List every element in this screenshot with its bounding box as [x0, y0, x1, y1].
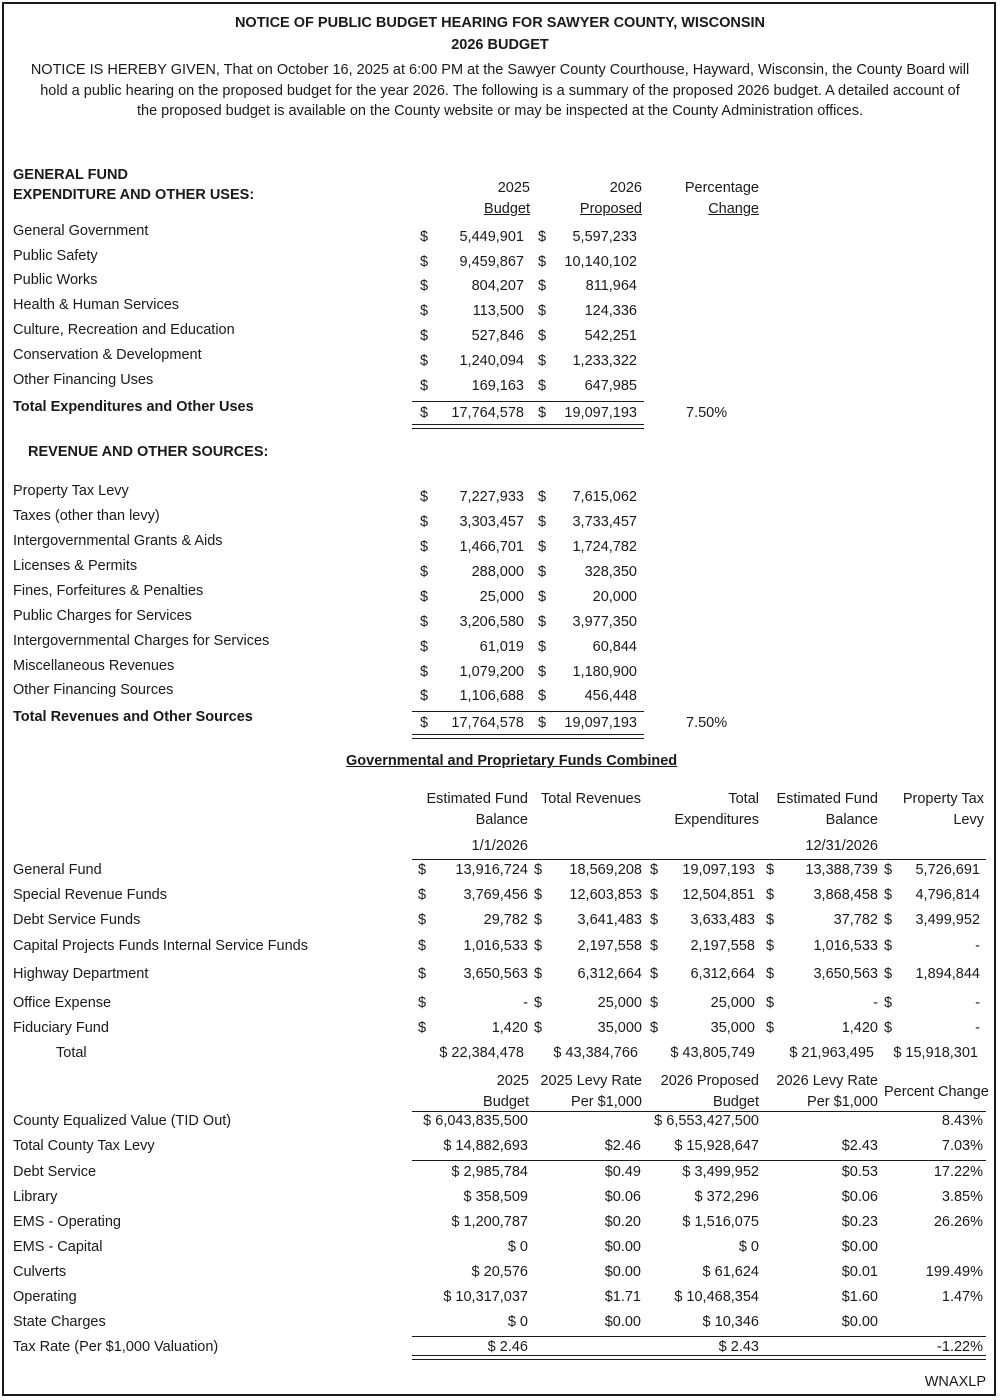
currency-symbol: $ [538, 303, 547, 319]
value-2025: 25,000 [479, 589, 524, 605]
budget-year-title: 2026 BUDGET [451, 37, 549, 53]
fund-value: - [975, 1020, 980, 1036]
line-item-label: Other Financing Sources [13, 682, 174, 698]
currency-symbol: $ [534, 966, 543, 982]
general-fund-heading: GENERAL FUND [13, 167, 128, 183]
currency-symbol: $ [538, 564, 547, 580]
currency-symbol: $ [420, 278, 429, 294]
fund-label: Debt Service Funds [13, 912, 141, 928]
column-header: Property Tax [902, 791, 984, 807]
value-2026: 811,964 [585, 278, 637, 294]
levy-value: $ 15,928,647 [674, 1138, 759, 1154]
levy-value: $ 2,985,784 [451, 1164, 528, 1180]
value-2025: 61,019 [479, 639, 524, 655]
levy-value: $0.53 [841, 1164, 878, 1180]
column-header: Balance [475, 812, 528, 828]
section-rule [412, 1160, 986, 1161]
levy-value: $ 6,553,427,500 [654, 1113, 759, 1129]
currency-symbol: $ [534, 938, 543, 954]
currency-symbol: $ [420, 489, 429, 505]
currency-symbol: $ [766, 912, 775, 928]
total-double-rule [412, 734, 644, 739]
levy-row-label: EMS - Capital [13, 1239, 103, 1255]
col-2025-label: Budget [484, 201, 530, 217]
line-item-label: Intergovernmental Charges for Services [13, 633, 270, 649]
levy-value: $ 3,499,952 [682, 1164, 759, 1180]
fund-value: 1,016,533 [813, 938, 878, 954]
line-item-label: Public Works [13, 272, 98, 288]
currency-symbol: $ [884, 1020, 893, 1036]
levy-row-label: Debt Service [13, 1164, 97, 1180]
subtotal-rule [412, 711, 644, 712]
value-2026: 1,180,900 [572, 664, 637, 680]
column-header: Balance [825, 812, 878, 828]
currency-symbol: $ [538, 328, 547, 344]
levy-value: $ 0 [507, 1239, 528, 1255]
levy-row-label: Tax Rate (Per $1,000 Valuation) [13, 1339, 219, 1355]
currency-symbol: $ [884, 938, 893, 954]
currency-symbol: $ [534, 995, 543, 1011]
line-item-label: Conservation & Development [13, 347, 202, 363]
column-header: Budget [483, 1094, 529, 1110]
levy-value: $ 10,317,037 [443, 1289, 528, 1305]
line-item-label: Taxes (other than levy) [13, 508, 160, 524]
column-header: Per $1,000 [807, 1094, 878, 1110]
levy-value: $ 1,200,787 [451, 1214, 528, 1230]
levy-value: $ 1,516,075 [682, 1214, 759, 1230]
fund-value: 1,894,844 [915, 966, 980, 982]
currency-symbol: $ [534, 862, 543, 878]
levy-value: $ 14,882,693 [443, 1138, 528, 1154]
levy-value: $ 0 [507, 1314, 528, 1330]
subtotal-rule [412, 401, 644, 402]
line-item-label: General Government [13, 223, 149, 239]
fund-value: 3,499,952 [915, 912, 980, 928]
fund-value: 12,603,853 [569, 887, 642, 903]
currency-symbol: $ [650, 912, 659, 928]
fund-value: 1,420 [491, 1020, 528, 1036]
levy-value: -1.22% [937, 1339, 983, 1355]
currency-symbol: $ [538, 589, 547, 605]
currency-symbol: $ [420, 303, 429, 319]
column-header: 2026 Proposed [660, 1073, 759, 1089]
currency-symbol: $ [420, 539, 429, 555]
currency-symbol: $ [420, 514, 429, 530]
line-item-label: Intergovernmental Grants & Aids [13, 533, 223, 549]
currency-symbol: $ [538, 539, 547, 555]
percent-change: 7.50% [686, 405, 728, 421]
column-header: Percent Change [884, 1084, 989, 1100]
currency-symbol: $ [538, 254, 547, 270]
value-2025: 1,466,701 [459, 539, 524, 555]
value-2025: 1,079,200 [459, 664, 524, 680]
fund-value: - [975, 938, 980, 954]
col-2026-year: 2026 [609, 180, 642, 196]
fund-value: 3,868,458 [813, 887, 878, 903]
levy-value: $0.00 [604, 1314, 641, 1330]
publication-code: WNAXLP [924, 1374, 986, 1390]
fund-value: 35,000 [710, 1020, 755, 1036]
fund-value: 25,000 [710, 995, 755, 1011]
value-2026: 1,233,322 [572, 353, 637, 369]
value-2026: 10,140,102 [564, 254, 637, 270]
value-2026: 5,597,233 [572, 229, 637, 245]
fund-value: 3,650,563 [813, 966, 878, 982]
currency-symbol: $ [420, 353, 429, 369]
line-item-label: Total Revenues and Other Sources [13, 709, 253, 725]
table-header-rule [412, 1111, 986, 1112]
value-2025: 804,207 [471, 278, 524, 294]
value-2026: 60,844 [592, 639, 637, 655]
levy-value: $ 10,468,354 [674, 1289, 759, 1305]
levy-value: $ 20,576 [471, 1264, 528, 1280]
levy-value: 1.47% [941, 1289, 983, 1305]
value-2026: 3,977,350 [572, 614, 637, 630]
levy-value: $0.23 [841, 1214, 878, 1230]
fund-total-value: $ 15,918,301 [893, 1045, 978, 1061]
line-item-label: Health & Human Services [13, 297, 180, 313]
value-2025: 3,303,457 [459, 514, 524, 530]
currency-symbol: $ [420, 378, 429, 394]
line-item-label: Public Charges for Services [13, 608, 192, 624]
value-2025: 1,106,688 [459, 688, 524, 704]
levy-value: $0.01 [841, 1264, 878, 1280]
currency-symbol: $ [766, 995, 775, 1011]
value-2025: 17,764,578 [451, 715, 524, 731]
currency-symbol: $ [418, 912, 427, 928]
expenditure-heading: EXPENDITURE AND OTHER USES: [13, 187, 255, 203]
currency-symbol: $ [884, 995, 893, 1011]
value-2026: 19,097,193 [564, 405, 637, 421]
currency-symbol: $ [418, 862, 427, 878]
line-item-label: Total Expenditures and Other Uses [13, 399, 254, 415]
line-item-label: Public Safety [13, 248, 98, 264]
col-percentage-label: Percentage [684, 180, 759, 196]
col-2026-label: Proposed [579, 201, 642, 217]
value-2026: 647,985 [584, 378, 637, 394]
fund-label: Special Revenue Funds [13, 887, 167, 903]
currency-symbol: $ [884, 887, 893, 903]
fund-value: 29,782 [483, 912, 528, 928]
value-2026: 124,336 [584, 303, 637, 319]
currency-symbol: $ [420, 639, 429, 655]
fund-value: 19,097,193 [682, 862, 755, 878]
levy-value: $ 61,624 [702, 1264, 759, 1280]
currency-symbol: $ [418, 995, 427, 1011]
column-header: Per $1,000 [571, 1094, 642, 1110]
levy-value: $ 6,043,835,500 [423, 1113, 528, 1129]
levy-value: $0.20 [604, 1214, 641, 1230]
currency-symbol: $ [766, 1020, 775, 1036]
fund-value: 13,916,724 [455, 862, 528, 878]
levy-value: 8.43% [941, 1113, 983, 1129]
fund-value: 25,000 [597, 995, 642, 1011]
currency-symbol: $ [766, 887, 775, 903]
line-item-label: Property Tax Levy [13, 483, 129, 499]
fund-total-value: $ 43,384,766 [553, 1045, 638, 1061]
levy-value: $ 2.46 [487, 1339, 528, 1355]
levy-value: $ 0 [738, 1239, 759, 1255]
fund-value: - [975, 995, 980, 1011]
levy-row-label: Library [13, 1189, 58, 1205]
funds-combined-heading: Governmental and Proprietary Funds Combined [346, 753, 678, 769]
value-2025: 113,500 [472, 303, 524, 319]
currency-symbol: $ [538, 639, 547, 655]
currency-symbol: $ [418, 1020, 427, 1036]
line-item-label: Culture, Recreation and Education [13, 322, 235, 338]
currency-symbol: $ [884, 862, 893, 878]
levy-row-label: Culverts [13, 1264, 67, 1280]
fund-value: - [873, 995, 878, 1011]
column-header: Total [728, 791, 759, 807]
levy-value: 199.49% [925, 1264, 983, 1280]
currency-symbol: $ [420, 229, 429, 245]
fund-value: 1,016,533 [463, 938, 528, 954]
currency-symbol: $ [538, 278, 547, 294]
currency-symbol: $ [420, 715, 429, 731]
levy-row-label: Operating [13, 1289, 77, 1305]
line-item-label: Licenses & Permits [13, 558, 138, 574]
line-item-label: Fines, Forfeitures & Penalties [13, 583, 204, 599]
fund-value: 5,726,691 [915, 862, 980, 878]
col-change-label: Change [708, 201, 759, 217]
currency-symbol: $ [534, 887, 543, 903]
currency-symbol: $ [418, 887, 427, 903]
value-2025: 5,449,901 [459, 229, 524, 245]
levy-value: 7.03% [941, 1138, 983, 1154]
currency-symbol: $ [420, 688, 429, 704]
fund-value: 1,420 [841, 1020, 878, 1036]
value-2025: 17,764,578 [451, 405, 524, 421]
levy-value: $0.06 [841, 1189, 878, 1205]
fund-total-label: Total [56, 1045, 87, 1061]
levy-value: $0.49 [604, 1164, 641, 1180]
currency-symbol: $ [538, 353, 547, 369]
fund-label: Capital Projects Funds Internal Service Funds [13, 938, 308, 954]
subtotal-rule [412, 1336, 986, 1337]
currency-symbol: $ [650, 966, 659, 982]
column-header: 2025 [496, 1073, 529, 1089]
total-double-rule [412, 1355, 986, 1360]
value-2026: 19,097,193 [564, 715, 637, 731]
fund-value: 3,641,483 [577, 912, 642, 928]
currency-symbol: $ [418, 938, 427, 954]
fund-value: 6,312,664 [577, 966, 642, 982]
currency-symbol: $ [538, 688, 547, 704]
column-header: Estimated Fund [426, 791, 528, 807]
currency-symbol: $ [420, 328, 429, 344]
levy-value: $ 2.43 [718, 1339, 759, 1355]
column-header-date: 1/1/2026 [471, 838, 528, 854]
value-2026: 456,448 [584, 688, 637, 704]
levy-value: $0.00 [841, 1239, 878, 1255]
fund-value: 3,769,456 [463, 887, 528, 903]
currency-symbol: $ [650, 938, 659, 954]
fund-label: Office Expense [13, 995, 112, 1011]
column-header: Levy [953, 812, 984, 828]
value-2026: 3,733,457 [572, 514, 637, 530]
fund-value: 2,197,558 [690, 938, 755, 954]
value-2025: 9,459,867 [459, 254, 524, 270]
value-2025: 3,206,580 [459, 614, 524, 630]
currency-symbol: $ [420, 589, 429, 605]
fund-value: 13,388,739 [805, 862, 878, 878]
column-header: 2026 Levy Rate [776, 1073, 878, 1089]
currency-symbol: $ [534, 1020, 543, 1036]
currency-symbol: $ [650, 887, 659, 903]
levy-row-label: Total County Tax Levy [13, 1138, 155, 1154]
currency-symbol: $ [534, 912, 543, 928]
value-2026: 542,251 [584, 328, 637, 344]
fund-value: 3,633,483 [690, 912, 755, 928]
levy-row-label: EMS - Operating [13, 1214, 121, 1230]
column-header: Budget [713, 1094, 759, 1110]
currency-symbol: $ [650, 995, 659, 1011]
currency-symbol: $ [538, 229, 547, 245]
currency-symbol: $ [420, 614, 429, 630]
fund-value: 4,796,814 [915, 887, 980, 903]
currency-symbol: $ [420, 664, 429, 680]
currency-symbol: $ [538, 715, 547, 731]
column-header-date: 12/31/2026 [805, 838, 878, 854]
currency-symbol: $ [538, 614, 547, 630]
currency-symbol: $ [418, 966, 427, 982]
line-item-label: Other Financing Uses [13, 372, 154, 388]
fund-total-value: $ 22,384,478 [439, 1045, 524, 1061]
value-2025: 527,846 [471, 328, 524, 344]
levy-value: $ 358,509 [463, 1189, 528, 1205]
value-2025: 288,000 [471, 564, 524, 580]
levy-value: 17.22% [933, 1164, 983, 1180]
currency-symbol: $ [650, 1020, 659, 1036]
value-2026: 20,000 [592, 589, 637, 605]
value-2025: 7,227,933 [459, 489, 524, 505]
column-header: Total Revenues [541, 791, 641, 807]
notice-title: NOTICE OF PUBLIC BUDGET HEARING FOR SAWYER COUNTY, WISCONSIN [234, 15, 766, 31]
currency-symbol: $ [538, 664, 547, 680]
levy-value: $1.71 [604, 1289, 641, 1305]
levy-value: $1.60 [841, 1289, 878, 1305]
levy-value: $0.00 [604, 1264, 641, 1280]
fund-value: 35,000 [597, 1020, 642, 1036]
levy-row-label: County Equalized Value (TID Out) [13, 1113, 232, 1129]
currency-symbol: $ [766, 966, 775, 982]
fund-label: Highway Department [13, 966, 149, 982]
percent-change: 7.50% [686, 715, 728, 731]
value-2026: 1,724,782 [572, 539, 637, 555]
fund-value: - [523, 995, 528, 1011]
fund-label: General Fund [13, 862, 102, 878]
levy-value: $2.43 [841, 1138, 878, 1154]
total-double-rule [412, 424, 644, 429]
currency-symbol: $ [650, 862, 659, 878]
col-2025-year: 2025 [497, 180, 530, 196]
fund-value: 12,504,851 [682, 887, 755, 903]
fund-value: 3,650,563 [463, 966, 528, 982]
currency-symbol: $ [538, 405, 547, 421]
line-item-label: Miscellaneous Revenues [13, 658, 175, 674]
revenue-heading: REVENUE AND OTHER SOURCES: [28, 444, 269, 460]
fund-value: 37,782 [833, 912, 878, 928]
value-2026: 7,615,062 [572, 489, 637, 505]
levy-value: 26.26% [933, 1214, 983, 1230]
table-header-rule [412, 859, 986, 860]
column-header: Expenditures [674, 812, 759, 828]
fund-total-value: $ 21,963,495 [789, 1045, 874, 1061]
levy-row-label: State Charges [13, 1314, 106, 1330]
notice-text: NOTICE IS HEREBY GIVEN, That on October 16, 2025 at 6:00 PM at the Sawyer County Courthouse, Hayward, Wisconsin, the County Board will hold a public hearing on the proposed budget for the year 2026. The following is a summary of the proposed 2026 budget. A detailed account of the proposed budget is available on the County website or may be inspected at the County Administration offices. [30, 62, 970, 119]
fund-value: 2,197,558 [577, 938, 642, 954]
value-2026: 328,350 [584, 564, 637, 580]
levy-value: $ 372,296 [694, 1189, 759, 1205]
fund-value: 6,312,664 [690, 966, 755, 982]
levy-value: $0.00 [604, 1239, 641, 1255]
value-2025: 1,240,094 [459, 353, 524, 369]
currency-symbol: $ [420, 564, 429, 580]
column-header: 2025 Levy Rate [540, 1073, 642, 1089]
currency-symbol: $ [884, 966, 893, 982]
currency-symbol: $ [538, 514, 547, 530]
levy-value: $2.46 [604, 1138, 641, 1154]
fund-label: Fiduciary Fund [13, 1020, 109, 1036]
currency-symbol: $ [420, 254, 429, 270]
levy-value: $0.00 [841, 1314, 878, 1330]
levy-value: 3.85% [941, 1189, 983, 1205]
currency-symbol: $ [538, 378, 547, 394]
column-header: Estimated Fund [776, 791, 878, 807]
currency-symbol: $ [538, 489, 547, 505]
levy-value: $0.06 [604, 1189, 641, 1205]
value-2025: 169,163 [471, 378, 524, 394]
fund-value: 18,569,208 [569, 862, 642, 878]
currency-symbol: $ [420, 405, 429, 421]
currency-symbol: $ [766, 862, 775, 878]
fund-total-value: $ 43,805,749 [670, 1045, 755, 1061]
levy-value: $ 10,346 [702, 1314, 759, 1330]
currency-symbol: $ [884, 912, 893, 928]
currency-symbol: $ [766, 938, 775, 954]
